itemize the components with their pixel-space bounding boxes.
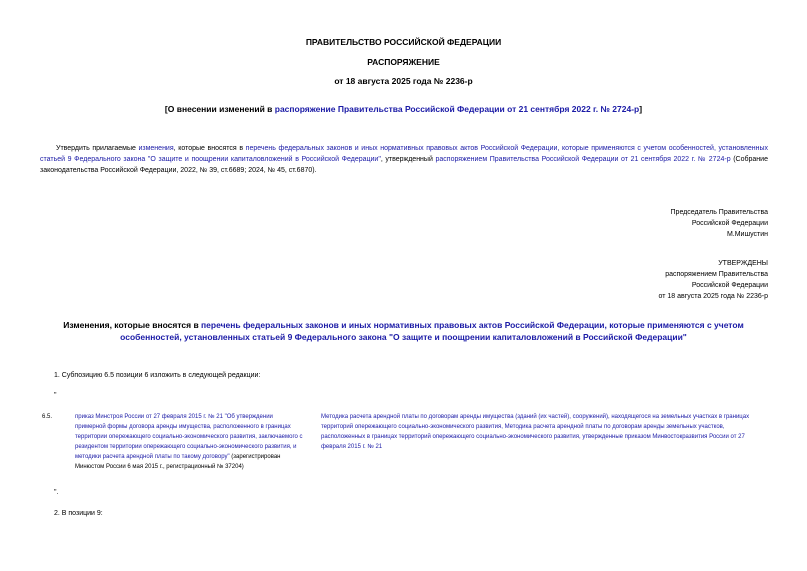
title-open: [О внесении изменений в [164,104,275,114]
date-number: от 18 августа 2025 года № 2236-р [334,76,473,86]
changes-title-link[interactable]: перечень федеральных законов и иных нормативных правовых актов Российской Федерации, которые применяются с учетом особенностей, установленных статьей 9 Федерального закона "О защите и поощрении капиталовложений в Российской Федерации" [120,320,744,342]
p1-text-a: Утвердить прилагаемые [56,145,139,152]
p1-text-d: (Собрание законодательства Российской Федерации, 2022, № 39, ст.6689; 2024, № 45, ст.6870). [40,156,768,174]
changes-link[interactable]: изменения [138,145,174,152]
p1-text-c: , утвержденный [380,156,436,163]
changes-title [45,320,762,343]
item-1: 1. Субпозицию 6.5 позиции 6 изложить в следующей редакции: [54,372,261,379]
approved-line-3: Российской Федерации [691,282,768,289]
approved-block [468,258,768,302]
quote-open: " [54,392,57,399]
changes-title-text: Изменения, которые вносятся в [63,320,202,330]
doc-type-heading: РАСПОРЯЖЕНИЕ [367,57,440,67]
order-cell [75,412,303,472]
item-2: 2. В позиции 9: [54,510,103,517]
order-link[interactable]: распоряжением Правительства Российской Федерации от 21 сентября 2022 г. № 2724-р [435,156,731,163]
signature-line-3: М.Мишустин [726,231,768,238]
signature-block [468,207,768,240]
methodology-cell-link[interactable]: Методика расчета арендной платы по договорам аренды имущества (зданий (их частей), сооружений), находящегося на земельных участках в границах территорий опережающего социально-экономического развития, Методика расчета арендной платы по договорам аренды земельных участков, расположенных в границах территорий опережающего социально-экономического развития, утвержденные приказом Минвостокразвития России от 27 февраля 2015 г. № 21 [321,414,750,450]
signature-line-1: Председатель Правительства [670,209,768,216]
approved-line-4: от 18 августа 2025 года № 2236-р [658,293,768,300]
quote-close: ". [54,489,59,496]
approved-line-1: УТВЕРЖДЕНЫ [718,260,768,267]
order-cell-text: (зарегистрирован Минюстом России 6 мая 2015 г., регистрационный № 37204) [75,454,281,470]
list-link[interactable]: перечень федеральных законов и иных нормативных правовых актов Российской Федерации, которые применяются с учетом особенностей, установленных статьей 9 Федерального закона "О защите и поощрении капиталовложений в Российской Федерации" [40,145,768,163]
signature-line-2: Российской Федерации [691,220,768,227]
title-link[interactable]: распоряжение Правительства Российской Федерации от 21 сентября 2022 г. № 2724-р [274,104,640,114]
position-number: 6.5. [42,414,53,420]
p1-text-b: , которые вносятся в [173,145,246,152]
resolution-paragraph [40,143,768,176]
org-heading: ПРАВИТЕЛЬСТВО РОССИЙСКОЙ ФЕДЕРАЦИИ [305,37,502,47]
document-title [0,104,807,114]
order-cell-link[interactable]: приказ Минстроя России от 27 февраля 2015 г. № 21 "Об утверждении примерной формы договора аренды имущества, расположенного в границах территории опережающего социально-экономического развития, заключаемого с резидентом территории опережающего социально-экономического развития, и методики расчета арендной платы по такому договору" [75,414,303,460]
approved-line-2: распоряжением Правительства [665,271,768,278]
title-close: ] [639,104,643,114]
